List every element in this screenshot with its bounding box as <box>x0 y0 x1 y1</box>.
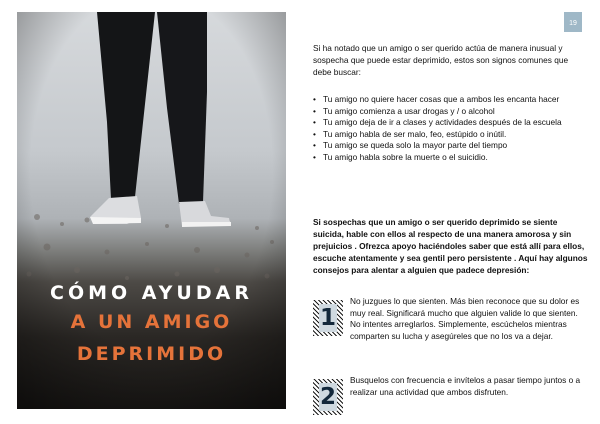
cover-photo <box>17 12 286 409</box>
cover-title-line3: DEPRIMIDO <box>76 343 227 365</box>
cover-title-line1: CÓMO AYUDAR <box>50 282 253 304</box>
tip-number: 1 <box>319 305 336 331</box>
tip-number: 2 <box>319 384 336 410</box>
signs-list <box>313 94 585 164</box>
tip-number-badge <box>313 379 343 415</box>
list-item: • Tu amigo habla sobre la muerte o el suicidio. <box>313 152 585 164</box>
tip-text: Busquelos con frecuencia e invítelos a pasar tiempo juntos o a realizar una actividad que ambos disfruten. <box>350 375 581 397</box>
list-item: • Tu amigo deja de ir a clases y actividades después de la escuela <box>313 117 585 129</box>
tip-number-badge <box>313 300 343 336</box>
list-item: • Tu amigo no quiere hacer cosas que a ambos les encanta hacer <box>313 94 585 106</box>
cover-title-line2: A UN AMIGO <box>70 311 233 333</box>
list-item: • Tu amigo comienza a usar drogas y / o alcohol <box>313 106 585 118</box>
tip-text: No juzgues lo que sienten. Más bien reconoce que su dolor es muy real. Significará mucho que alguien valide lo que sienten. No intentes arreglarlos. Simplemente, escúchelos mientras comparten su lucha y asegúreles que no los va a dejar. <box>350 296 580 341</box>
page-number: 19 <box>564 12 582 32</box>
list-item: • Tu amigo habla de ser malo, feo, estúpido o inútil. <box>313 129 585 141</box>
intro-paragraph: Si ha notado que un amigo o ser querido actúa de manera inusual y sospecha que puede estar deprimido, estos son signos comunes que debe buscar: <box>313 43 569 77</box>
suicide-note-paragraph: Si sospechas que un amigo o ser querido deprimido se siente suicida, hable con ellos al respecto de una manera amorosa y sin prejuicios . Ofrezca apoyo haciéndoles saber que está allí para ellos, escuche atentamente y sea gentil pero persistente . Aquí hay algunos consejos para alentar a alguien que padece depresión: <box>313 217 588 275</box>
list-item: • Tu amigo se queda solo la mayor parte del tiempo <box>313 140 585 152</box>
